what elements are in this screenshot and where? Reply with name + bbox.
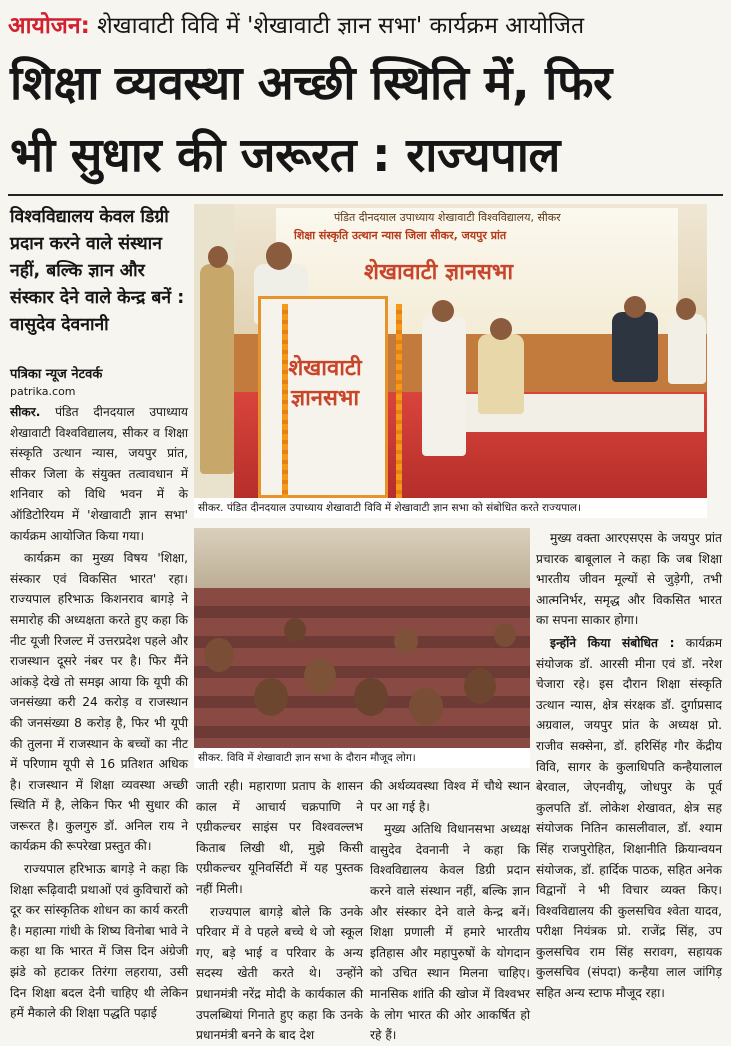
article-column-2 <box>196 776 363 1043</box>
audience-member <box>204 638 234 672</box>
paragraph: राज्यपाल हरिभाऊ बागड़े ने कहा कि शिक्षा रूढ़िवादी प्रथाओं एवं कुविचारों को दूर कर सांस्कृतिक शोधन का कार्य करती है। महात्मा गांधी के शिष्य विनोबा भावे ने कहा था कि भारत में जिस दिन अंग्रेजी झंडे को हटाकर तिरंगा लहराया, उसी दिन शिक्षा बदल देनी चाहिए थी लेकिन हमें मैकाले की शिक्षा पद्धति पढ़ाई <box>10 862 188 1021</box>
headline-rule <box>8 194 723 196</box>
audience-member <box>394 628 418 654</box>
paragraph-text: पंडित दीनदयाल उपाध्याय शेखावाटी विश्वविद्यालय, सीकर व शिक्षा संस्कृति उत्थान न्यास, जयपुर प्रांत, सीकर जिला के संयुक्त तत्वावधान में शनिवार को विधि भवन में के ऑडिटोरियम में 'शेखावाटी ज्ञान सभा' कार्यक्रम आयोजित किया गया। <box>10 405 189 543</box>
photo-caption-2: सीकर. विवि में शेखावाटी ज्ञान सभा के दौरान मौजूद लोग। <box>194 748 530 768</box>
article-column-4 <box>536 528 722 1022</box>
paragraph <box>536 633 722 1004</box>
dateline: सीकर. <box>10 405 41 419</box>
subheadline: विश्वविद्यालय केवल डिग्री प्रदान करने वाले संस्थान नहीं, बल्कि ज्ञान और संस्कार देने वाले केन्द्र बनें : वासुदेव देवनानी <box>10 207 185 335</box>
byline-site: patrika.com <box>10 385 76 398</box>
kicker-label: आयोजन: <box>8 13 90 39</box>
paragraph: मुख्य अतिथि विधानसभा अध्यक्ष वासुदेव देवनानी ने कहा कि विश्वविद्यालय केवल डिग्री प्रदान करने वाले संस्थान नहीं, बल्कि ज्ञान और संस्कार देने वाले केन्द्र बनें। शिक्षा प्रणाली में हमारे भारतीय इतिहास और महापुरुषों के योगदान को उचित स्थान मिलना चाहिए। मानसिक शांति की खोज में विश्वभर के लोग भारत की ओर आकर्षित हो रहे हैं। <box>370 822 530 1043</box>
audience-member <box>354 678 388 716</box>
paragraph <box>10 402 188 546</box>
audience-member <box>254 678 288 716</box>
headline-line-1: शिक्षा व्यवस्था अच्छी स्थिति में, फिर <box>10 56 612 111</box>
audience-member <box>494 623 516 647</box>
dignitary-figure <box>668 314 706 384</box>
article-column-3 <box>370 776 530 1043</box>
photo-governor-addressing <box>194 204 707 498</box>
headline <box>10 48 725 192</box>
dignitary-figure <box>422 316 466 456</box>
marigold-garland <box>396 304 402 498</box>
banner-title: शेखावाटी ज्ञानसभा <box>364 260 514 285</box>
article-column-1 <box>10 402 188 1022</box>
dignitary-head <box>676 298 696 320</box>
byline <box>10 366 188 400</box>
kicker-text: शेखावाटी विवि में 'शेखावाटी ज्ञान सभा' कार्यक्रम आयोजित <box>97 13 585 39</box>
photo-audience <box>194 528 530 748</box>
section-lead: इन्होंने किया संबोधित : <box>550 635 675 650</box>
headline-line-2: भी सुधार की जरूरत : राज्यपाल <box>10 128 560 183</box>
guard-figure <box>200 264 234 474</box>
dignitary-figure <box>612 312 658 382</box>
paragraph-text: कार्यक्रम संयोजक डॉ. आरसी मीना एवं डॉ. नरेश चेजारा रहे। इस दौरान शिक्षा संस्कृति उत्थान न्यास, क्षेत्र संरक्षक डॉ. दुर्गाप्रसाद अग्रवाल, जयपुर प्रांत के अध्यक्ष प्रो. राजीव सक्सेना, डॉ. हरिसिंह गौर केंद्रीय विवि, सागर के कुलाधिपति कन्हैयालाल बेरवाल, जेएनवीयू, जोधपुर के पूर्व कुलपति डॉ. लोकेश शेखावत, क्षेत्र सह संयोजक नितिन कासलीवाल, डॉ. श्याम सिंह राजपुरोहित, शिक्षानीति क्रियान्वयन संयोजक, डॉ. हार्दिक पाठक, सहित अनेक विद्वानों ने भी विचार व्यक्त किए। विश्वविद्यालय की कुलसचिव श्वेता यादव, परीक्षा नियंत्रक प्रो. राजेंद्र सिंह, उप कुलसचिव राम सिंह सरावग, सहायक कुलसचिव (संपदा) कन्हैया लाल जांगिड़ सहित अन्य स्टाफ मौजूद रहा। <box>536 635 722 1001</box>
paragraph: की अर्थव्यवस्था विश्व में चौथे स्थान पर आ गई है। <box>370 779 530 814</box>
podium-text: शेखावाटी ज्ञानसभा <box>288 356 362 411</box>
paragraph: जाती रही। महाराणा प्रताप के शासन काल में आचार्य चक्रपाणि ने एग्रीकल्चर साइंस पर विश्ववल्लभ किताब लिखी थी, मुझे किसी एग्रीकल्चर यूनिवर्सिटी में यह पुस्तक नहीं मिली। <box>196 779 363 896</box>
kicker-line <box>8 6 723 46</box>
dignitary-head <box>490 318 512 340</box>
byline-name: पत्रिका न्यूज नेटवर्क <box>10 367 103 382</box>
photo-caption-1: सीकर. पंडित दीनदयाल उपाध्याय शेखावाटी विवि में शेखावाटी ज्ञान सभा को संबोधित करते राज्यपाल। <box>194 498 707 518</box>
guard-head <box>208 246 228 268</box>
banner-line-2: शिक्षा संस्कृति उत्थान न्यास जिला सीकर, जयपुर प्रांत <box>294 229 507 242</box>
banner-line-1: पंडित दीनदयाल उपाध्याय शेखावाटी विश्वविद्यालय, सीकर <box>334 211 561 224</box>
dignitary-head <box>432 300 454 322</box>
paragraph: मुख्य वक्ता आरएसएस के जयपुर प्रांत प्रचारक बाबूलाल ने कहा कि जब शिक्षा भारतीय जीवन मूल्यों से जुड़ेगी, तभी आत्मनिर्भर, समृद्ध और विकसित भारत का सपना साकार होगा। <box>536 531 722 628</box>
audience-member <box>304 658 336 694</box>
audience-member <box>284 618 306 642</box>
speaker-head <box>266 242 292 270</box>
dignitary-head <box>624 296 646 318</box>
audience-member <box>464 668 496 704</box>
paragraph: कार्यक्रम का मुख्य विषय 'शिक्षा, संस्कार एवं विकसित भारत' रहा। राज्यपाल हरिभाऊ किशनराव बागड़े ने समारोह की अध्यक्षता करते हुए कहा कि नीट यूजी रिजल्ट में उत्तरप्रदेश पहले और राजस्थान दूसरे नंबर पर है। फिर मैंने आंकड़े देखे तो समझ आया कि यूपी की जनसंख्या करी 24 करोड़ व राजस्थान की जनसंख्या 8 करोड़ है, फिर भी यूपी की तुलना में राजस्थान के बच्चों का नीट में परिणाम यूपी से 16 प्रतिशत अधिक है। राजस्थान में शिक्षा व्यवस्था अच्छी स्थिति में है, लेकिन फिर भी सुधार की जरूरत है। कुलगुरु डॉ. अनिल राय ने कार्यक्रम की रूपरेखा प्रस्तुत की। <box>10 551 188 854</box>
dignitary-figure <box>478 334 524 414</box>
audience-member <box>409 688 443 726</box>
paragraph: राज्यपाल बागड़े बोले कि उनके परिवार में वे पहले बच्चे थे जो स्कूल गए, बड़े भाई व परिवार के अन्य सदस्य खेती करते थे। उन्होंने प्रधानमंत्री नरेंद्र मोदी के कार्यकाल की उपलब्धियां गिनाते हुए कहा कि उनके प्रधानमंत्री बनने के बाद देश <box>196 904 363 1043</box>
